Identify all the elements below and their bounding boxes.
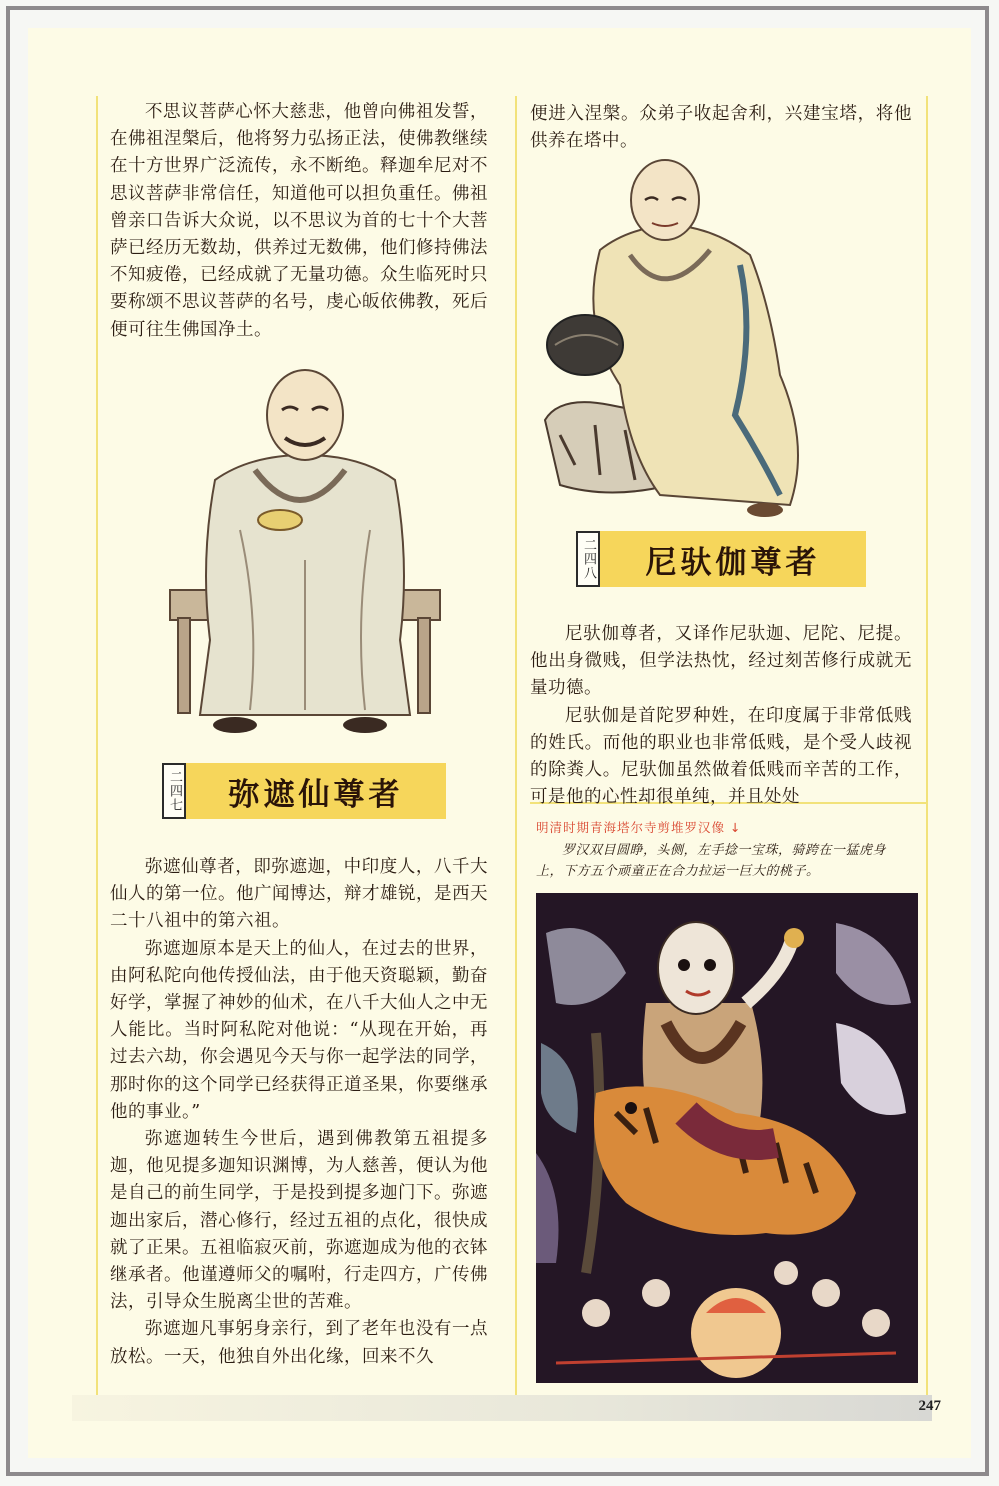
- photo-caption: 明清时期青海塔尔寺剪堆罗汉像 ↓: [536, 820, 742, 835]
- right-top-paragraph: 便进入涅槃。众弟子收起舍利，兴建宝塔，将他供养在塔中。: [530, 104, 912, 152]
- page-number: 247: [918, 1398, 941, 1414]
- footer-bar: [72, 1395, 932, 1421]
- left-paragraph-1: 弥遮仙尊者，即弥遮迦，中印度人，八千大仙人的第一位。他广闻博达，辩才雄锐，是西天二十八祖中的第六祖。: [110, 857, 488, 932]
- right-top-text: [530, 101, 912, 155]
- left-paragraph-2: 弥遮迦原本是天上的仙人，在过去的世界，由阿私陀向他传授仙法，由于他天资聪颖，勤奋好学，掌握了神妙的仙术，在八千大仙人之中无人能比。当时阿私陀对他说：“从现在开始，再过去六劫，你会遇见今天与你一起学法的同学，那时你的这个同学已经获得正道圣果，你要继承他的事业。”: [110, 938, 488, 1122]
- arhat-247-title: [162, 763, 446, 819]
- arhat-247-illustration: [160, 360, 450, 745]
- right-paragraph-1: 尼驮伽尊者，又译作尼驮迦、尼陀、尼提。他出身微贱，但学法热忱，经过刻苦修行成就无量功德。: [530, 624, 912, 699]
- left-paragraph-4: 弥遮迦凡事躬身亲行，到了老年也没有一点放松。一天，他独自外出化缘，回来不久: [110, 1319, 488, 1367]
- arhat-248-number: 二四八: [576, 531, 600, 587]
- arhat-248-title: [576, 531, 866, 587]
- left-intro-text: [110, 99, 488, 344]
- center-column-rule: [515, 96, 517, 1396]
- left-main-text: [110, 854, 488, 1371]
- arhat-247-number: 二四七: [162, 763, 186, 819]
- arhat-248-illustration: [540, 155, 815, 525]
- right-column-rule: [926, 96, 928, 1396]
- right-paragraph-2: 尼驮伽是首陀罗种姓，在印度属于非常低贱的姓氏。而他的职业也非常低贱，是个受人歧视的除粪人。尼驮伽虽然做着低贱而辛苦的工作，可是他的心性却很单纯，并且处处: [530, 705, 912, 808]
- photo-description: 罗汉双目圆睁，头侧，左手捻一宝珠，骑跨在一猛虎身上，下方五个顽童正在合力拉运一巨大的桃子。: [536, 843, 887, 879]
- arhat-248-name: 尼驮伽尊者: [600, 531, 866, 587]
- intro-paragraph: 不思议菩萨心怀大慈悲，他曾向佛祖发誓，在佛祖涅槃后，他将努力弘扬正法，使佛教继续在十方世界广泛流传，永不断绝。释迦牟尼对不思议菩萨非常信任，知道他可以担负重任。佛祖曾亲口告诉大众说，以不思议为首的七十个大菩萨已经历无数劫，供养过无数佛，他们修持佛法不知疲倦，已经成就了无量功德。众生临死时只要称颂不思议菩萨的名号，虔心皈依佛教，死后便可往生佛国净土。: [110, 102, 488, 340]
- right-main-text: [530, 621, 912, 811]
- arhat-tiger-photo: [536, 893, 918, 1383]
- left-paragraph-3: 弥遮迦转生今世后，遇到佛教第五祖提多迦，他见提多迦知识渊博，为人慈善，便认为他是自己的前生同学，于是投到提多迦门下。弥遮迦出家后，潜心修行，经过五祖的点化，很快成就了正果。五祖临寂灭前，弥遮迦成为他的衣钵继承者。他谨遵师父的嘱咐，行走四方，广传佛法，引导众生脱离尘世的苦难。: [110, 1129, 488, 1313]
- left-column-rule: [96, 96, 98, 1396]
- arhat-247-name: 弥遮仙尊者: [186, 763, 446, 819]
